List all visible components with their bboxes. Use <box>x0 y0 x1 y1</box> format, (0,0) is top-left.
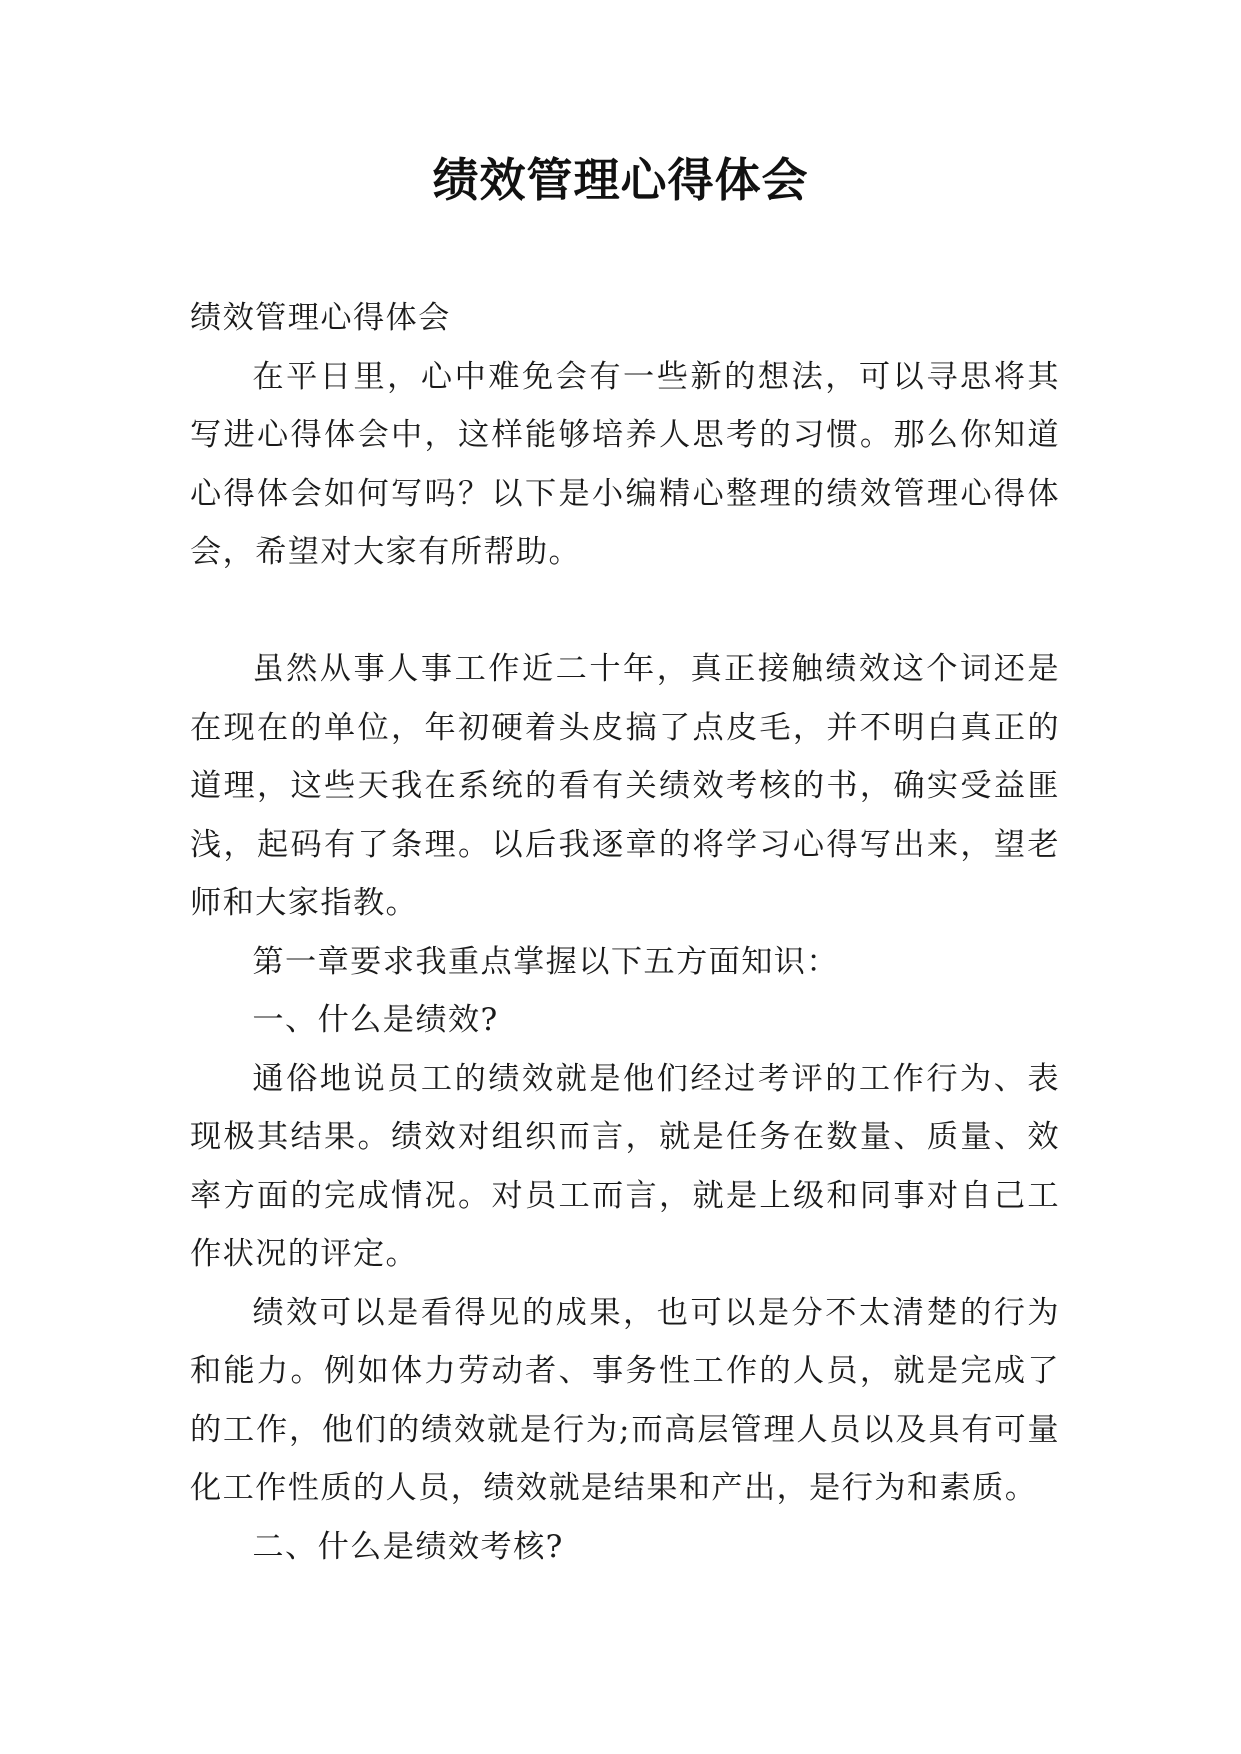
chapter-intro-paragraph: 第一章要求我重点掌握以下五方面知识： <box>252 943 839 980</box>
intro-paragraph: 在平日里，心中难免会有一些新的想法，可以寻思将其写进心得体会中，这样能够培养人思考的习惯。那么你知道心得体会如何写吗？以下是小编精心整理的绩效管理心得体会，希望对大家有所帮助。 <box>190 358 1060 570</box>
section-heading: 一、什么是绩效? <box>252 1002 499 1038</box>
body-paragraph: 通俗地说员工的绩效就是他们经过考评的工作行为、表现极其结果。绩效对组织而言，就是任务在数量、质量、效率方面的完成情况。对员工而言，就是上级和同事对自己工作状况的评定。 <box>190 1060 1060 1272</box>
section-heading: 二、什么是绩效考核? <box>252 1528 564 1565</box>
paragraph-spacer <box>190 582 1060 641</box>
body-paragraph: 绩效可以是看得见的成果，也可以是分不太清楚的行为和能力。例如体力劳动者、事务性工作的人员，就是完成了的工作，他们的绩效就是行为;而高层管理人员以及具有可量化工作性质的人员，绩效就是结果和产出，是行为和素质。 <box>190 1294 1060 1506</box>
body-paragraph: 虽然从事人事工作近二十年，真正接触绩效这个词还是在现在的单位，年初硬着头皮搞了点皮毛，并不明白真正的道理，这些天我在系统的看有关绩效考核的书，确实受益匪浅，起码有了条理。以后我逐章的将学习心得写出来，望老师和大家指教。 <box>190 651 1060 921</box>
document-title: 绩效管理心得体会 <box>432 153 809 207</box>
subtitle-paragraph: 绩效管理心得体会 <box>190 300 451 336</box>
document-body <box>190 289 1060 1576</box>
